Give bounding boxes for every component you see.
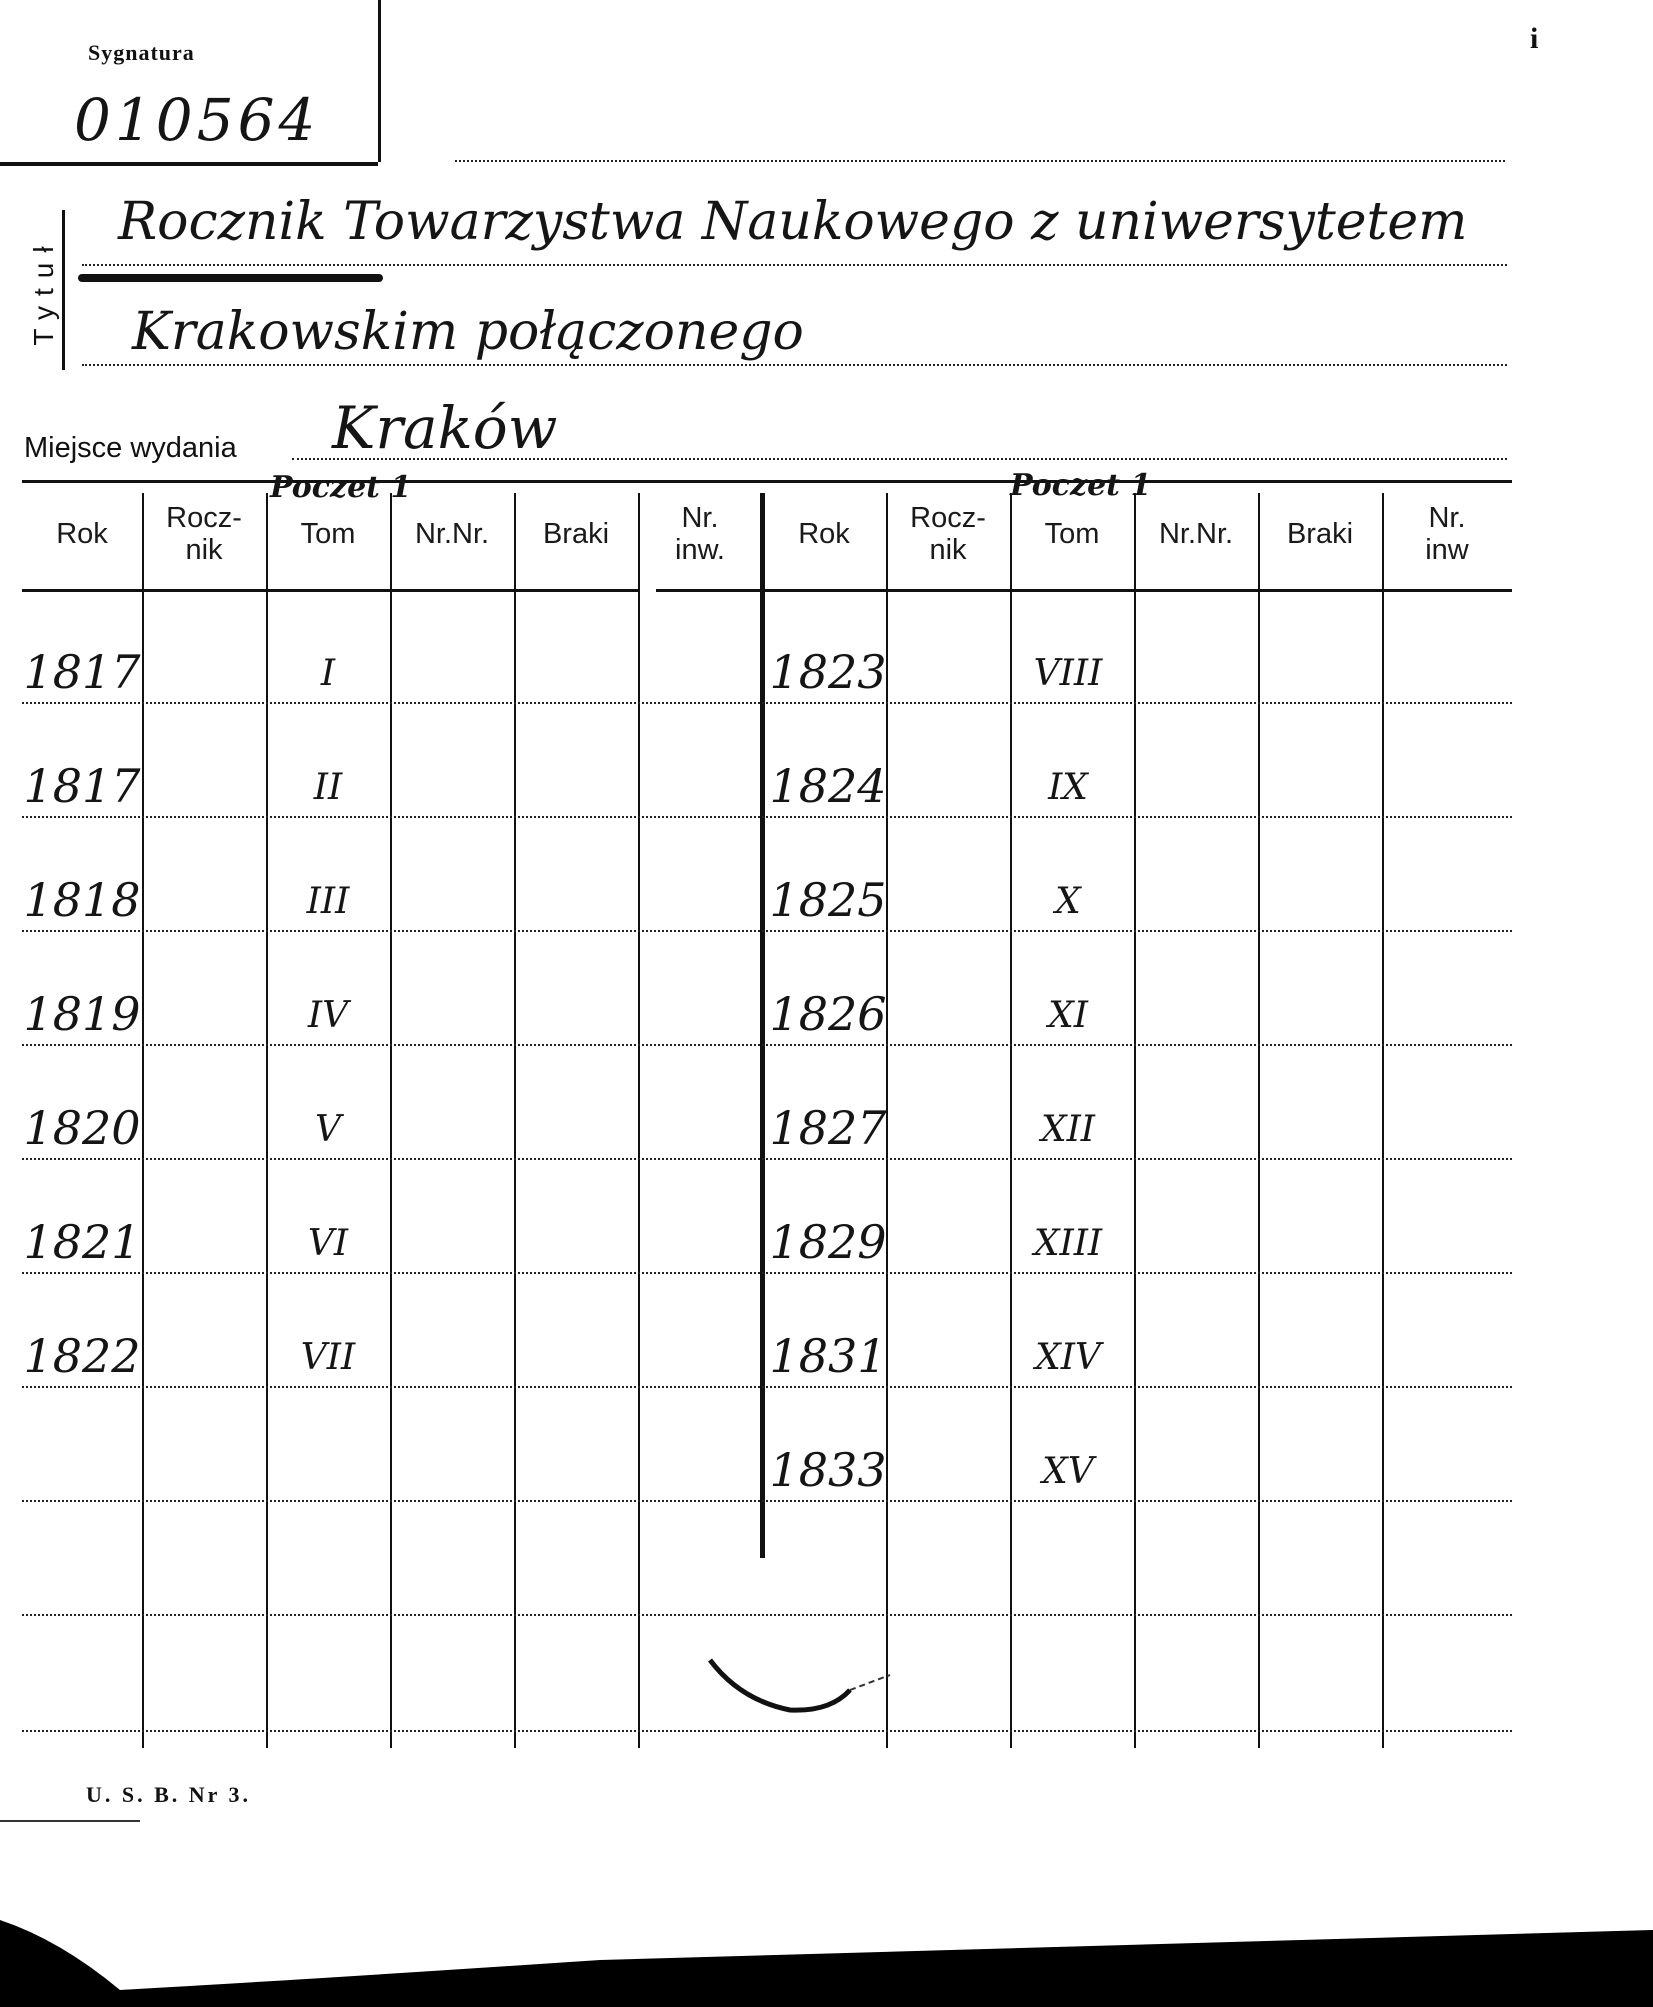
rok-value-left: 1817 — [23, 759, 141, 813]
row-rule — [22, 1386, 1512, 1388]
place-label: Miejsce wydania — [24, 432, 237, 464]
signature-box — [0, 0, 381, 162]
signature-underline — [0, 162, 378, 166]
title-bar — [78, 274, 383, 282]
corner-mark: i — [1530, 22, 1539, 55]
row-rule — [22, 1730, 1512, 1732]
scan-border — [0, 1880, 1653, 2007]
row-rule — [22, 1158, 1512, 1160]
rok-value-right: 1831 — [769, 1329, 887, 1383]
column-divider — [638, 493, 640, 1748]
header-nr-inw-right: Nr. inw — [1425, 502, 1469, 566]
tom-value-right: XIV — [1035, 1337, 1101, 1378]
rok-value-right: 1829 — [769, 1215, 887, 1269]
tom-value-right: IX — [1048, 767, 1088, 808]
rok-value-left: 1817 — [23, 645, 141, 699]
tom-value-left: II — [313, 767, 343, 808]
tom-value-left: VII — [300, 1337, 356, 1378]
header-braki: Braki — [542, 518, 610, 550]
top-dotted-line — [455, 160, 1505, 162]
header-bottom-rule-left — [22, 589, 638, 592]
row-rule — [22, 1614, 1512, 1616]
rok-value-left: 1822 — [23, 1329, 141, 1383]
title-side-label: Tytuł — [28, 236, 59, 346]
column-divider — [1258, 493, 1260, 1748]
header-tom-right: Tom — [1044, 518, 1100, 550]
tom-annotation-right: Poczet 1 — [1010, 468, 1152, 503]
rok-value-left: 1820 — [23, 1101, 141, 1155]
rok-value-right: 1827 — [769, 1101, 887, 1155]
header-braki-right: Braki — [1286, 518, 1354, 550]
title-bracket — [62, 210, 75, 370]
title-line-1: Rocznik Towarzystwa Naukowego z uniwersytetem — [118, 192, 1468, 252]
rok-value-left: 1818 — [23, 873, 141, 927]
rok-value-right: 1825 — [769, 873, 887, 927]
header-nrnr: Nr.Nr. — [414, 518, 490, 550]
rok-value-right: 1823 — [769, 645, 887, 699]
title-line-2: Krakowskim połączonego — [132, 302, 804, 362]
rok-value-right: 1824 — [769, 759, 887, 813]
row-rule — [22, 1272, 1512, 1274]
title-dotted-line-1 — [82, 264, 1507, 266]
footer-code: U. S. B. Nr 3. — [86, 1782, 252, 1807]
column-divider — [514, 493, 516, 1748]
tom-value-right: XII — [1040, 1109, 1096, 1150]
rok-value-left: 1821 — [23, 1215, 141, 1269]
header-rok-right: Rok — [798, 518, 850, 550]
tom-annotation-left: Poczet 1 — [270, 470, 412, 505]
title-dotted-line-2 — [82, 364, 1507, 366]
tom-value-left: VI — [307, 1223, 349, 1264]
header-rok: Rok — [56, 518, 108, 550]
header-nrnr-right: Nr.Nr. — [1158, 518, 1234, 550]
tom-value-left: III — [306, 881, 350, 922]
tom-value-left: V — [315, 1109, 341, 1150]
smudge-mark — [700, 1640, 900, 1730]
row-rule — [22, 702, 1512, 704]
rok-value-right: 1826 — [769, 987, 887, 1041]
header-rocznik: Rocz- nik — [166, 502, 242, 566]
place-dotted-line — [292, 458, 1507, 460]
table-top-rule — [22, 480, 1512, 483]
tom-value-left: I — [320, 653, 336, 694]
column-divider — [1134, 493, 1136, 1748]
column-divider — [390, 493, 392, 1748]
signature-number: 010564 — [74, 86, 320, 154]
tom-value-right: XV — [1042, 1451, 1094, 1492]
row-rule — [22, 1044, 1512, 1046]
tom-value-left: IV — [307, 995, 349, 1036]
signature-label: Sygnatura — [88, 40, 195, 65]
footer-dash — [0, 1820, 140, 1822]
column-divider — [1382, 493, 1384, 1748]
tom-value-right: XI — [1048, 995, 1088, 1036]
rok-value-left: 1819 — [23, 987, 141, 1041]
header-tom: Tom — [300, 518, 356, 550]
center-divider — [760, 493, 765, 1558]
header-rocznik-right: Rocz- nik — [910, 502, 986, 566]
tom-value-right: VIII — [1033, 653, 1103, 694]
tom-value-right: X — [1055, 881, 1081, 922]
row-rule — [22, 816, 1512, 818]
rok-value-right: 1833 — [769, 1443, 887, 1497]
row-rule — [22, 930, 1512, 932]
tom-value-right: XIII — [1033, 1223, 1103, 1264]
place-value: Kraków — [332, 394, 558, 462]
row-rule — [22, 1500, 1512, 1502]
header-nr-inw: Nr. inw. — [675, 502, 725, 566]
